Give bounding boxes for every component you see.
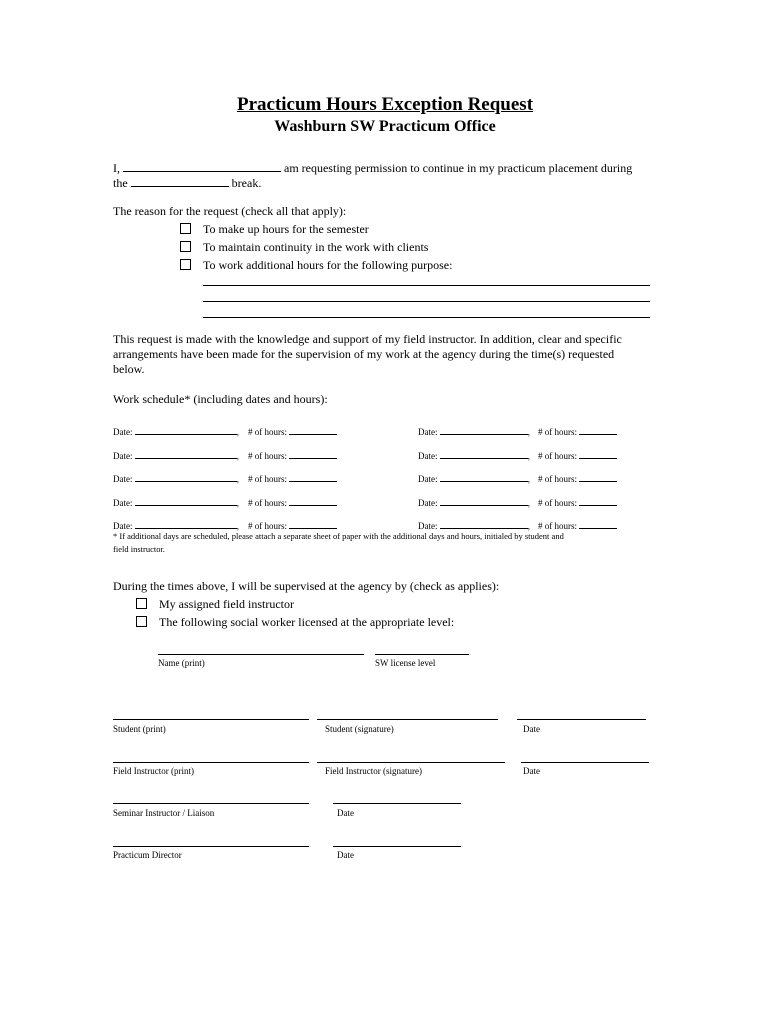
reason-checkbox-3[interactable] xyxy=(180,259,191,270)
schedule-hours-field xyxy=(538,472,617,484)
date-label: Date: xyxy=(113,427,133,437)
seminar-date-label: Date xyxy=(337,808,354,818)
schedule-hours-field xyxy=(248,472,337,484)
hours-label: # of hours: xyxy=(538,474,577,484)
student-date-label: Date xyxy=(523,724,540,734)
date-blank[interactable] xyxy=(440,449,528,459)
intro-line-1 xyxy=(113,160,632,176)
supervision-option-2 xyxy=(136,615,454,630)
supervisor-name-line[interactable] xyxy=(158,654,364,655)
schedule-date-field: Date: , xyxy=(418,474,530,484)
hours-label: # of hours: xyxy=(248,474,287,484)
hours-label: # of hours: xyxy=(248,451,287,461)
date-label: Date: xyxy=(418,521,438,531)
intro-line1-suffix: am requesting permission to continue in my practicum placement during xyxy=(281,161,633,175)
date-label: Date: xyxy=(113,451,133,461)
schedule-hours-field xyxy=(538,425,617,437)
student-print-label: Student (print) xyxy=(113,724,166,734)
reason-option-1 xyxy=(180,222,369,237)
supervision-option-2-label: The following social worker licensed at the appropriate level: xyxy=(159,615,455,629)
form-subtitle: Washburn SW Practicum Office xyxy=(274,118,496,135)
supervision-checkbox-2[interactable] xyxy=(136,616,147,627)
reason-option-3 xyxy=(180,258,452,273)
intro-line-2 xyxy=(113,175,261,191)
schedule-date-field: Date: , xyxy=(113,498,239,508)
name-print-label: Name (print) xyxy=(158,658,205,668)
reason-checkbox-2[interactable] xyxy=(180,241,191,252)
form-title: Practicum Hours Exception Request xyxy=(236,94,534,115)
student-signature-label: Student (signature) xyxy=(325,724,394,734)
fi-date-line[interactable] xyxy=(521,762,649,763)
fi-signature-line[interactable] xyxy=(317,762,505,763)
schedule-date-field: Date: , xyxy=(418,451,530,461)
fi-print-label: Field Instructor (print) xyxy=(113,766,194,776)
intro-line2-suffix: break. xyxy=(228,176,262,190)
date-label: Date: xyxy=(113,474,133,484)
purpose-line-2[interactable] xyxy=(203,301,650,302)
reason-option-1-label: To make up hours for the semester xyxy=(203,222,369,236)
date-label: Date: xyxy=(418,498,438,508)
date-blank[interactable] xyxy=(135,496,237,506)
date-blank[interactable] xyxy=(440,519,528,529)
hours-blank[interactable] xyxy=(289,449,337,459)
hours-blank[interactable] xyxy=(579,472,617,482)
fi-signature-label: Field Instructor (signature) xyxy=(325,766,422,776)
date-blank[interactable] xyxy=(135,472,237,482)
date-blank[interactable] xyxy=(440,425,528,435)
reason-checkbox-1[interactable] xyxy=(180,223,191,234)
date-blank[interactable] xyxy=(135,519,237,529)
director-date-label: Date xyxy=(337,850,354,860)
seminar-date-line[interactable] xyxy=(333,803,461,804)
date-blank[interactable] xyxy=(135,449,237,459)
schedule-date-field: Date: , xyxy=(418,427,530,437)
hours-blank[interactable] xyxy=(579,425,617,435)
supervision-option-1 xyxy=(136,597,294,612)
purpose-line-3[interactable] xyxy=(203,317,650,318)
hours-label: # of hours: xyxy=(248,521,287,531)
license-level-line[interactable] xyxy=(375,654,469,655)
hours-blank[interactable] xyxy=(289,472,337,482)
hours-blank[interactable] xyxy=(289,496,337,506)
fi-date-label: Date xyxy=(523,766,540,776)
hours-label: # of hours: xyxy=(538,427,577,437)
schedule-footnote-line-2: field instructor. xyxy=(113,544,165,554)
license-level-label: SW license level xyxy=(375,658,436,668)
date-label: Date: xyxy=(113,498,133,508)
director-label: Practicum Director xyxy=(113,850,182,860)
supervision-option-1-label: My assigned field instructor xyxy=(159,597,294,611)
schedule-hours-field xyxy=(248,496,337,508)
statement-line-2: arrangements have been made for the supervision of my work at the agency during the time(s) requested xyxy=(113,347,615,361)
schedule-date-field: Date: , xyxy=(113,521,239,531)
date-blank[interactable] xyxy=(440,496,528,506)
hours-blank[interactable] xyxy=(289,519,337,529)
reason-option-2-label: To maintain continuity in the work with clients xyxy=(203,240,429,254)
purpose-line-1[interactable] xyxy=(203,285,650,286)
hours-blank[interactable] xyxy=(579,496,617,506)
break-name-blank[interactable] xyxy=(131,175,229,187)
fi-print-line[interactable] xyxy=(113,762,309,763)
schedule-hours-field xyxy=(248,449,337,461)
schedule-date-field: Date: , xyxy=(113,451,239,461)
schedule-hours-field xyxy=(538,449,617,461)
schedule-heading: Work schedule* (including dates and hours): xyxy=(113,392,328,406)
student-date-line[interactable] xyxy=(517,719,646,720)
student-print-line[interactable] xyxy=(113,719,309,720)
student-signature-line[interactable] xyxy=(317,719,498,720)
statement-line-1: This request is made with the knowledge and support of my field instructor. In addition, clear and specific xyxy=(113,332,622,346)
date-blank[interactable] xyxy=(135,425,237,435)
hours-blank[interactable] xyxy=(289,425,337,435)
hours-blank[interactable] xyxy=(579,449,617,459)
director-print-line[interactable] xyxy=(113,846,309,847)
schedule-hours-field xyxy=(248,425,337,437)
supervision-checkbox-1[interactable] xyxy=(136,598,147,609)
hours-label: # of hours: xyxy=(538,498,577,508)
intro-line1-prefix: I, xyxy=(113,161,123,175)
statement-line-3: below. xyxy=(113,362,145,376)
schedule-date-field: Date: , xyxy=(113,427,239,437)
schedule-date-field: Date: , xyxy=(113,474,239,484)
hours-label: # of hours: xyxy=(248,427,287,437)
hours-label: # of hours: xyxy=(538,451,577,461)
date-blank[interactable] xyxy=(440,472,528,482)
date-label: Date: xyxy=(418,451,438,461)
date-label: Date: xyxy=(113,521,133,531)
reason-heading: The reason for the request (check all that apply): xyxy=(113,204,347,218)
date-label: Date: xyxy=(418,427,438,437)
schedule-footnote-line-1: * If additional days are scheduled, please attach a separate sheet of paper with the additional days and hours, initialed by student and xyxy=(113,531,564,541)
hours-blank[interactable] xyxy=(579,519,617,529)
supervision-heading: During the times above, I will be supervised at the agency by (check as applies): xyxy=(113,579,500,593)
reason-option-2 xyxy=(180,240,428,255)
hours-label: # of hours: xyxy=(538,521,577,531)
seminar-print-line[interactable] xyxy=(113,803,309,804)
hours-label: # of hours: xyxy=(248,498,287,508)
schedule-hours-field xyxy=(538,496,617,508)
student-name-blank[interactable] xyxy=(123,160,281,172)
date-label: Date: xyxy=(418,474,438,484)
seminar-label: Seminar Instructor / Liaison xyxy=(113,808,215,818)
director-date-line[interactable] xyxy=(333,846,461,847)
intro-line2-prefix: the xyxy=(113,176,131,190)
schedule-date-field: Date: , xyxy=(418,521,530,531)
schedule-date-field: Date: , xyxy=(418,498,530,508)
reason-option-3-label: To work additional hours for the following purpose: xyxy=(203,258,453,272)
